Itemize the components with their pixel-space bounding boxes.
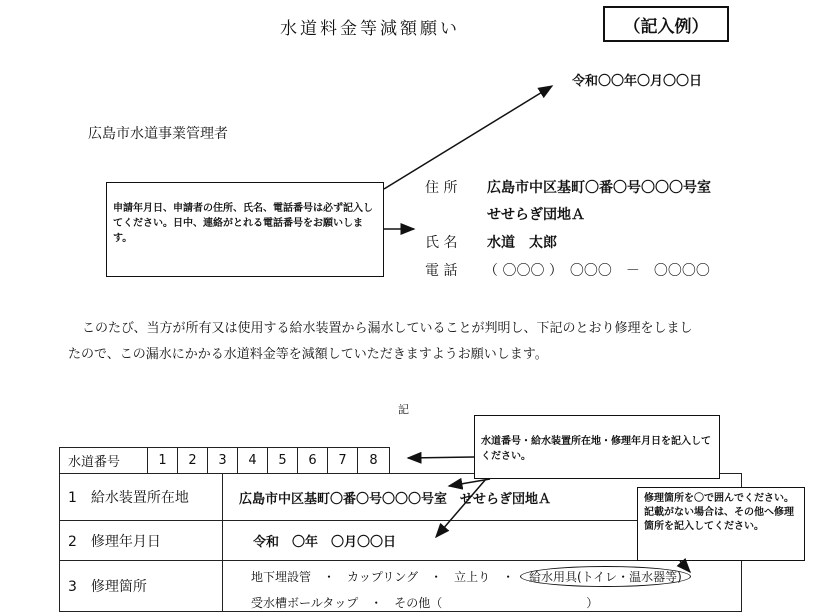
digit: 3 (218, 453, 227, 468)
row2-value: 令和 〇年 〇月〇〇日 (253, 535, 397, 550)
digit: 8 (369, 453, 378, 468)
example-label: （記入例） (623, 16, 709, 37)
meter-note-text: 水道番号・給水装置所在地・修理年月日を記入してください。 (481, 436, 711, 462)
arrow-to-water-number (408, 457, 474, 458)
body-line-2: たので、この漏水にかかる水道料金等を減額していただきますようお願いします。 (68, 347, 548, 362)
row3-options: 地下埋設管 ・ カップリング ・ 立上り ・ (251, 570, 515, 584)
address-line1: 広島市中区基町〇番〇号〇〇〇号室 (487, 180, 711, 196)
arrow-to-repair-place (680, 561, 690, 572)
arrow-to-date (384, 86, 552, 189)
document-title: 水道料金等減額願い (280, 19, 460, 39)
name-value: 水道 太郎 (487, 235, 557, 251)
body-line-1: このたび、当方が所有又は使用する給水装置から漏水していることが判明し、下記のとおり修理をしまし (82, 321, 693, 336)
address-line2: せせらぎ団地Ａ (487, 207, 585, 223)
row3-label: 3 修理箇所 (68, 579, 147, 595)
phone-label: 電 話 (425, 263, 458, 279)
row2-label: 2 修理年月日 (68, 533, 161, 550)
digit: 7 (338, 453, 347, 468)
row3-line2: 受水槽ボールタップ ・ その他（ ） (251, 596, 599, 610)
arrow-to-repair-date (436, 479, 486, 537)
digit: 2 (188, 453, 197, 468)
row1-value: 広島市中区基町〇番〇号〇〇〇号室 せせらぎ団地Ａ (239, 491, 552, 507)
row1-label: 1 給水装置所在地 (68, 490, 189, 506)
application-date: 令和〇〇年〇月〇〇日 (572, 74, 703, 89)
applicant-note-text: 申請年月日、申請者の住所、氏名、電話番号は必ず記入してください。日中、連絡がとれる電話番号をお願いします。 (113, 203, 373, 244)
digit: 1 (158, 453, 167, 468)
address-label: 住 所 (425, 180, 458, 196)
circled-option: 給水用具(トイレ・温水器等) (520, 566, 691, 587)
name-label: 氏 名 (425, 235, 458, 251)
digit: 4 (248, 453, 257, 468)
ki-marker: 記 (398, 403, 409, 416)
digit: 5 (278, 453, 287, 468)
phone-value: （ 〇〇〇 ） 〇〇〇 － 〇〇〇〇 (484, 263, 710, 279)
digit: 6 (308, 453, 317, 468)
water-number-label: 水道番号 (68, 455, 121, 470)
repair-note-text: 修理箇所を〇で囲んでください。記載がない場合は、その他へ修理箇所を記入してください。 (644, 493, 794, 532)
addressee: 広島市水道事業管理者 (88, 126, 228, 142)
